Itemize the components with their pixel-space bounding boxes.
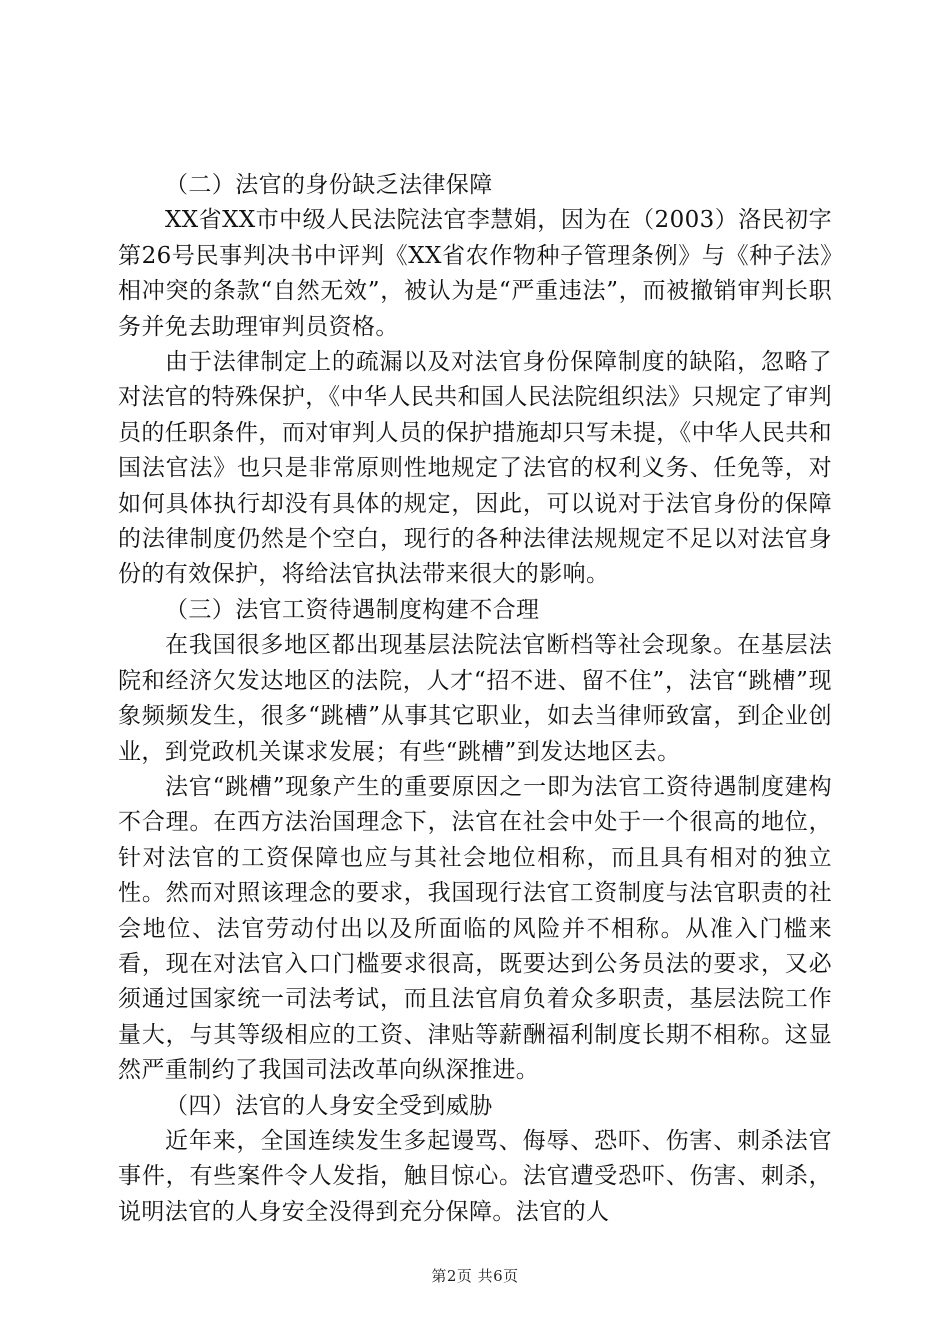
document-body — [118, 168, 832, 1230]
paragraph: XX省XX市中级人民法院法官李慧娟，因为在（2003）洛民初字第26号民事判决书中评判《XX省农作物种子管理条例》与《种子法》相冲突的条款“自然无效”，被认为是“严重违法”，而被撤销审判长职务并免去助理审判员资格。 — [118, 207, 832, 340]
paragraph: 在我国很多地区都出现基层法院法官断档等社会现象。在基层法院和经济欠发达地区的法院，人才“招不进、留不住”，法官“跳槽”现象频频发生，很多“跳槽”从事其它职业，如去当律师致富，到企业创业，到党政机关谋求发展；有些“跳槽”到发达地区去。 — [118, 632, 832, 765]
section-heading-3: （三）法官工资待遇制度构建不合理 — [165, 596, 540, 623]
section-heading-4: （四）法官的人身安全受到威胁 — [165, 1092, 493, 1119]
paragraph: 法官“跳槽”现象产生的重要原因之一即为法官工资待遇制度建构不合理。在西方法治国理念下，法官在社会中处于一个很高的地位，针对法官的工资保障也应与其社会地位相称，而且具有相对的独立性。然而对照该理念的要求，我国现行法官工资制度与法官职责的社会地位、法官劳动付出以及所面临的风险并不相称。从准入门槛来看，现在对法官入口门槛要求很高，既要达到公务员法的要求，又必须通过国家统一司法考试，而且法官肩负着众多职责，基层法院工作量大，与其等级相应的工资、津贴等薪酬福利制度长期不相称。这显然严重制约了我国司法改革向纵深推进。 — [118, 773, 832, 1084]
page-footer: 第2页 共6页 — [431, 1267, 519, 1285]
paragraph: 由于法律制定上的疏漏以及对法官身份保障制度的缺陷，忽略了对法官的特殊保护，《中华人民共和国人民法院组织法》只规定了审判员的任职条件，而对审判人员的保护措施却只写未提，《中华人民共和国法官法》也只是非常原则性地规定了法官的权利义务、任免等，对如何具体执行却没有具体的规定，因此，可以说对于法官身份的保障的法律制度仍然是个空白，现行的各种法律法规规定不足以对法官身份的有效保护，将给法官执法带来很大的影响。 — [118, 349, 832, 588]
section-heading-2: （二）法官的身份缺乏法律保障 — [165, 172, 493, 198]
paragraph: 近年来，全国连续发生多起谩骂、侮辱、恐吓、伤害、刺杀法官事件，有些案件令人发指，触目惊心。法官遭受恐吓、伤害、刺杀，说明法官的人身安全没得到充分保障。法官的人 — [118, 1127, 832, 1225]
